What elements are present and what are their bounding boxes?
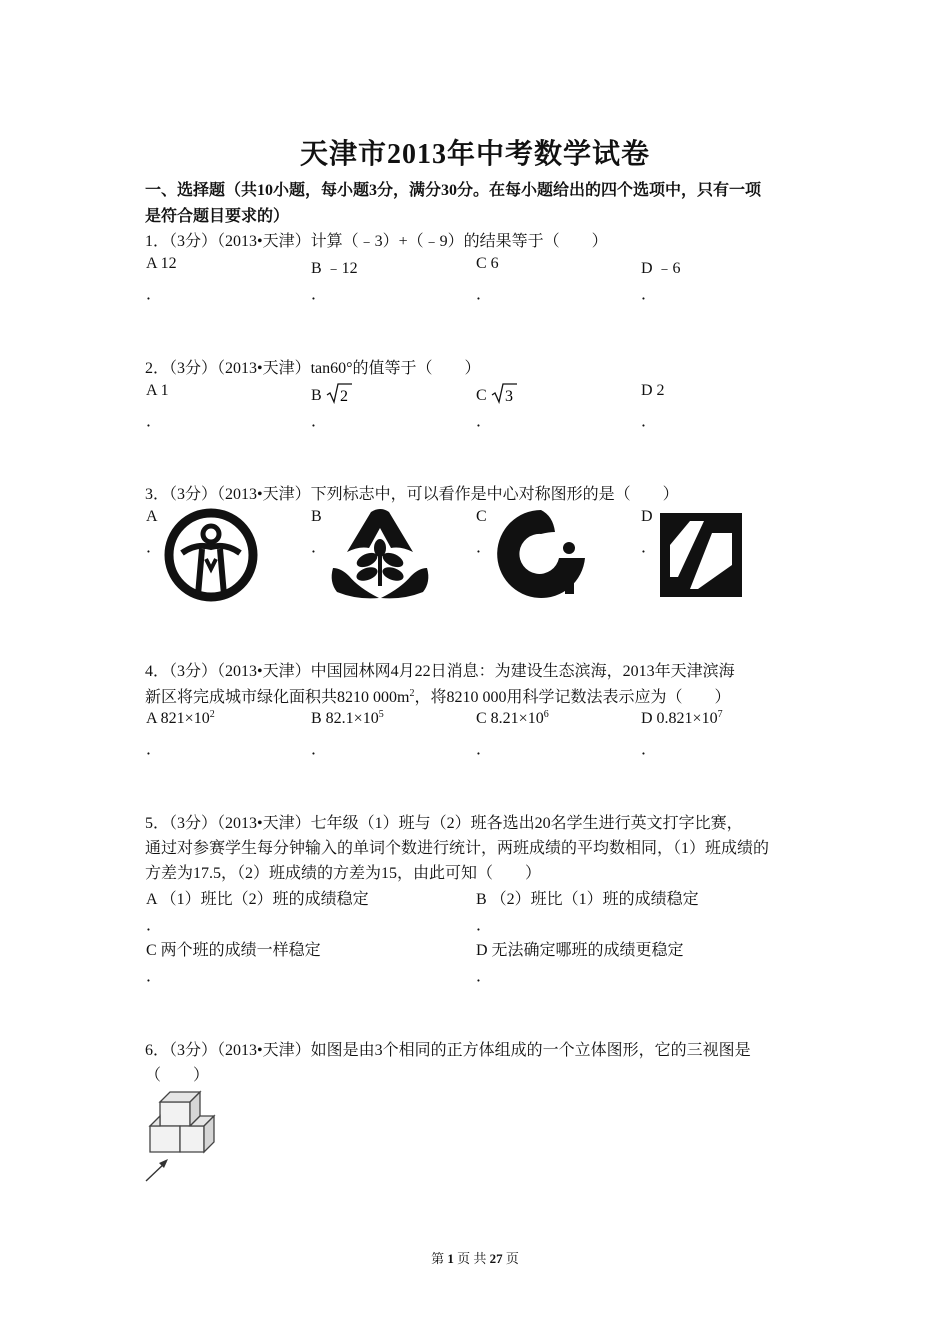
q3-option-c: C: [476, 508, 487, 525]
question-6-stem-line1: 6．（3分）（2013•天津）如图是由3个相同的正方体组成的一个立体图形，它的三视图是: [145, 1042, 751, 1059]
question-5-stem-line1: 5．（3分）（2013•天津）七年级（1）班与（2）班各选出20名学生进行英文打字比赛，: [145, 815, 743, 832]
cube-stack-icon: [144, 1088, 218, 1189]
q3-option-d: D: [641, 508, 653, 525]
option-dot: ．: [146, 539, 163, 556]
q2-radicand-b: 2: [339, 388, 348, 404]
q2-option-b-label: B: [311, 387, 322, 404]
q1-option-d: D ﹣6: [641, 260, 681, 277]
section-heading-line2: 是符合题目要求的）: [145, 208, 290, 225]
question-6-stem-line2: （ ）: [145, 1067, 210, 1084]
question-5-stem-line3: 方差为17.5，（2）班成绩的方差为15，由此可知（ ）: [145, 865, 542, 882]
q4-option-b: B $82.1\times 10^5$: [311, 709, 384, 727]
q4-option-c: C $8.21\times 10^6$: [476, 709, 549, 727]
option-dot: ．: [146, 286, 163, 303]
q1-option-b: B ﹣12: [311, 260, 358, 277]
q2-radicand-c: 3: [504, 388, 513, 404]
option-dot: ．: [311, 286, 328, 303]
option-dot: ．: [476, 286, 493, 303]
question-3-stem: 3．（3分）（2013•天津）下列标志中，可以看作是中心对称图形的是（ ）: [145, 486, 679, 503]
total-page-number: 27: [489, 1251, 503, 1266]
option-dot: ．: [641, 741, 658, 758]
option-dot: ．: [476, 413, 493, 430]
option-dot: ．: [476, 968, 493, 985]
section-heading-line1: 一、选择题（共10小题，每小题3分，满分30分。在每小题给出的四个选项中，只有一项: [145, 182, 762, 199]
q4-option-a: A $821\times 10^2$: [146, 709, 215, 727]
leaf-triangle-logo-icon: [327, 506, 433, 605]
option-dot: ．: [311, 741, 328, 758]
q2-option-c-label: C: [476, 387, 487, 404]
option-dot: ．: [641, 413, 658, 430]
option-dot: ．: [311, 539, 328, 556]
q2-option-c: [476, 382, 517, 409]
q5-option-c: C 两个班的成绩一样稳定: [146, 942, 321, 959]
option-dot: ．: [641, 539, 658, 556]
q5-option-d: D 无法确定哪班的成绩更稳定: [476, 942, 684, 959]
question-5-stem-line2: 通过对参赛学生每分钟输入的单词个数进行统计，两班成绩的平均数相同，（1）班成绩的: [145, 840, 770, 857]
q5-option-b: B （2）班比（1）班的成绩稳定: [476, 891, 699, 908]
g-swirl-logo-icon: [493, 506, 589, 607]
sqrt-icon: [326, 382, 352, 409]
option-dot: ．: [476, 539, 493, 556]
current-page-number: 1: [447, 1251, 454, 1266]
q2-option-d: D 2: [641, 382, 665, 399]
option-dot: ．: [641, 286, 658, 303]
q2-option-b: [311, 382, 352, 409]
q3-option-a: A: [146, 508, 158, 525]
option-dot: ．: [146, 968, 163, 985]
option-dot: ．: [311, 413, 328, 430]
question-2-stem: 2．（3分）（2013•天津）tan60°的值等于（ ）: [145, 360, 481, 377]
page-footer: 第 1 页 共 27 页: [431, 1251, 519, 1266]
q4-option-d: D $0.821\times 10^7$: [641, 709, 723, 727]
q1-option-a: A 12: [146, 255, 177, 272]
option-dot: ．: [146, 741, 163, 758]
sqrt-icon: [491, 382, 517, 409]
option-dot: ．: [476, 741, 493, 758]
q1-option-c: C 6: [476, 255, 499, 272]
page-title: 天津市2013年中考数学试卷: [299, 139, 650, 170]
q3-option-b: B: [311, 508, 322, 525]
question-4-stem-line1: 4．（3分）（2013•天津）中国园林网4月22日消息：为建设生态滨海，2013年天津滨海: [145, 663, 735, 680]
question-1-stem: 1．（3分）（2013•天津）计算（﹣3）+（﹣9）的结果等于（ ）: [145, 233, 608, 250]
option-dot: ．: [146, 413, 163, 430]
square-s-logo-icon: [660, 513, 742, 602]
option-dot: ．: [146, 917, 163, 934]
figure-circle-logo-icon: [162, 507, 260, 608]
q2-option-a: A 1: [146, 382, 169, 399]
q5-option-a: A （1）班比（2）班的成绩稳定: [146, 891, 369, 908]
question-4-stem-line2: 新区将完成城市绿化面积共8210 $000m^2$，将8210 000用科学记数法表示应为（ ）: [145, 688, 731, 706]
option-dot: ．: [476, 917, 493, 934]
